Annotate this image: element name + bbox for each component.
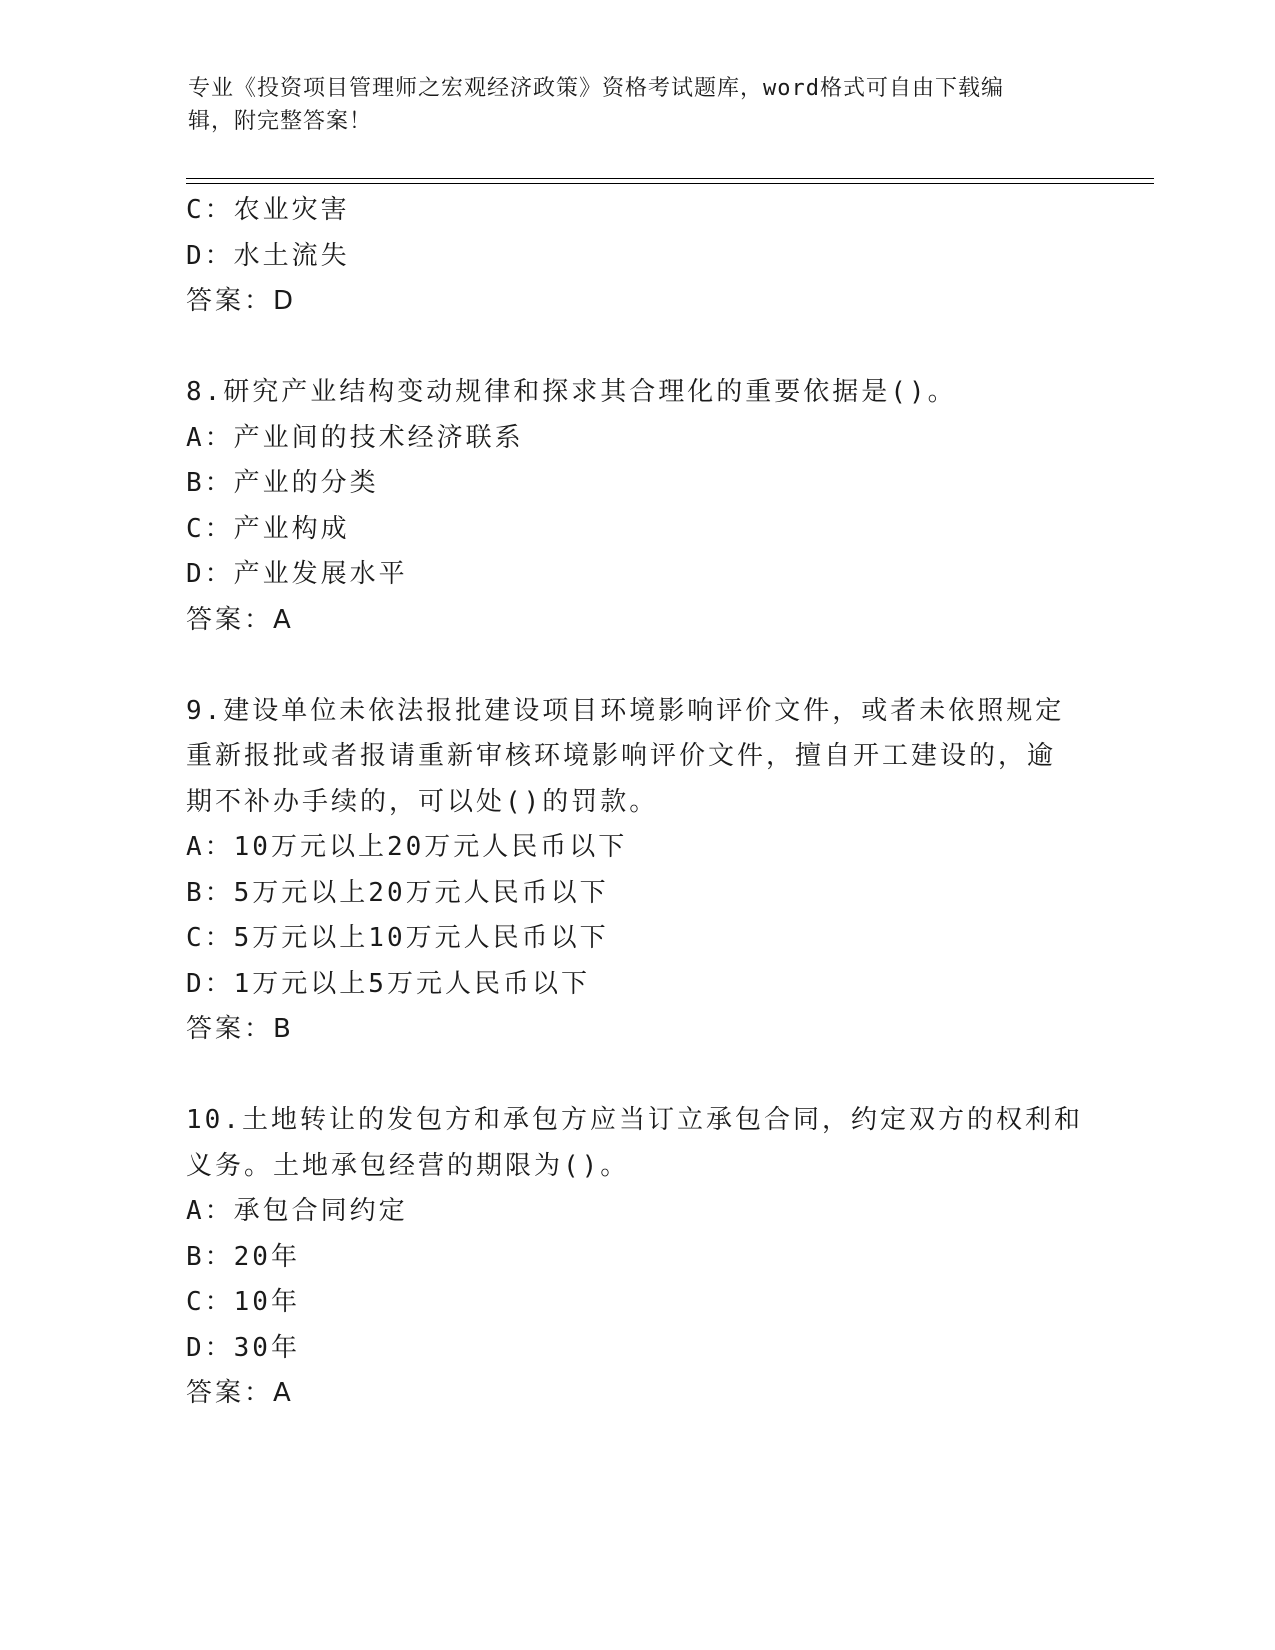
option-a: A：承包合同约定 bbox=[186, 1196, 408, 1226]
option-b: B：20年 bbox=[186, 1241, 300, 1272]
question-stem-line-2: 义务。土地承包经营的期限为()。 bbox=[186, 1150, 630, 1181]
question-9 bbox=[186, 689, 1086, 1053]
question-stem-line-3: 期不补办手续的，可以处()的罚款。 bbox=[186, 786, 659, 817]
question-stem: 8.研究产业结构变动规律和探求其合理化的重要依据是()。 bbox=[186, 377, 957, 407]
option-c: C：5万元以上10万元人民币以下 bbox=[186, 923, 609, 953]
question-stem-line-2: 重新报批或者报请重新审核环境影响评价文件，擅自开工建设的，逾 bbox=[186, 741, 1057, 771]
question-stem-line-1: 9.建设单位未依法报批建设项目环境影响评价文件，或者未依照规定 bbox=[186, 695, 1065, 726]
answer: 答案：A bbox=[186, 1378, 294, 1408]
question-7-tail bbox=[186, 188, 1086, 325]
option-c: C：10年 bbox=[186, 1287, 300, 1317]
spacer bbox=[186, 643, 1086, 689]
option-b: B：5万元以上20万元人民币以下 bbox=[186, 877, 609, 908]
spacer bbox=[186, 325, 1086, 371]
option-d: D：水土流失 bbox=[186, 240, 350, 271]
header-divider-top bbox=[186, 178, 1154, 179]
option-d: D：产业发展水平 bbox=[186, 559, 408, 589]
header-line-1: 专业《投资项目管理师之宏观经济政策》资格考试题库，word格式可自由下载编 bbox=[188, 76, 1004, 101]
header-line-2: 辑，附完整答案！ bbox=[188, 109, 373, 134]
question-10 bbox=[186, 1098, 1086, 1417]
question-list bbox=[186, 188, 1086, 1417]
document-header bbox=[188, 72, 1068, 138]
answer: 答案：D bbox=[186, 286, 297, 316]
option-d: D：1万元以上5万元人民币以下 bbox=[186, 968, 590, 999]
question-8 bbox=[186, 370, 1086, 643]
answer: 答案：B bbox=[186, 1014, 294, 1044]
option-c: C：产业构成 bbox=[186, 513, 350, 544]
answer: 答案：A bbox=[186, 604, 294, 635]
option-c: C：农业灾害 bbox=[186, 195, 350, 225]
option-a: A：产业间的技术经济联系 bbox=[186, 422, 524, 453]
option-a: A：10万元以上20万元人民币以下 bbox=[186, 832, 628, 862]
option-d: D：30年 bbox=[186, 1332, 300, 1363]
question-stem-line-1: 10.土地转让的发包方和承包方应当订立承包合同，约定双方的权利和 bbox=[186, 1105, 1083, 1135]
option-b: B：产业的分类 bbox=[186, 468, 379, 498]
header-divider-bottom bbox=[186, 183, 1154, 184]
spacer bbox=[186, 1053, 1086, 1099]
